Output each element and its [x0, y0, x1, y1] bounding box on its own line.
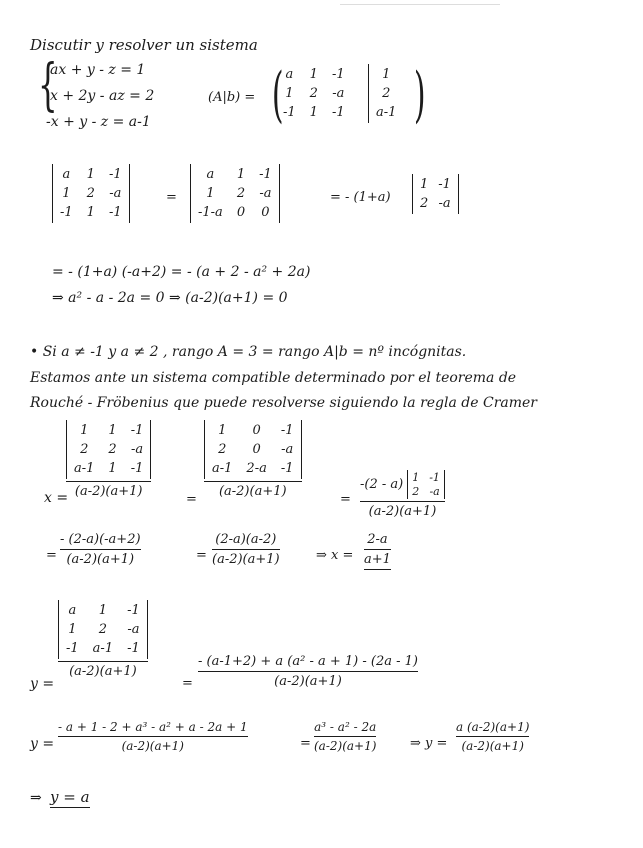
equals-sign: =: [166, 190, 177, 205]
denominator: a+1: [364, 552, 391, 568]
x-determinant-1: [66, 420, 151, 479]
matrix-cell: -1: [331, 105, 345, 120]
det-cell: -1: [66, 641, 79, 656]
fraction-bar: [456, 736, 529, 737]
equals-sign: =: [196, 548, 207, 563]
numerator: 2-a: [367, 532, 388, 547]
denominator: (a-2)(a+1): [368, 504, 437, 520]
equation-1: ax + y - z = 1: [50, 62, 146, 78]
det-cell: 2: [108, 442, 117, 457]
det-cell: -1: [130, 423, 144, 438]
fraction-bar: [204, 481, 302, 482]
x-fraction-3: [360, 470, 445, 519]
denominator: (a-2)(a+1): [274, 674, 342, 690]
det-cell: -1: [108, 167, 122, 182]
det-cell: 0: [236, 205, 246, 220]
y-label: y =: [30, 676, 55, 692]
det-cell: 1: [86, 167, 95, 182]
det-cell: 2: [98, 622, 108, 637]
det-cell: 2: [80, 442, 89, 457]
x-determinant-2: [204, 420, 302, 479]
det-cell: -a: [127, 622, 140, 637]
det-cell: 2: [412, 485, 420, 498]
denominator: (a-2)(a+1): [461, 739, 524, 754]
det-cell: -1: [429, 471, 440, 484]
det-cell: 1: [420, 177, 429, 192]
matrix-cell: 2: [382, 86, 391, 101]
y-fraction-2: [198, 654, 418, 689]
numerator: (2-a)(a-2): [215, 532, 277, 547]
det-cell: 1: [206, 186, 215, 201]
left-paren: (: [271, 60, 284, 130]
y-determinant: [58, 600, 148, 659]
det-cell: 1: [108, 461, 117, 476]
det-cell: a: [206, 167, 215, 182]
determinant-2: [190, 164, 280, 223]
equation-2: x + 2y - az = 2: [50, 88, 155, 104]
y-simplify-fraction-1: [58, 720, 248, 753]
denominator: (a-2)(a+1): [218, 484, 287, 500]
det-cell: 1: [68, 622, 77, 637]
matrix-cell: a: [285, 67, 294, 82]
fraction-bar: [212, 549, 280, 550]
matrix-cell: 1: [382, 67, 391, 82]
x-fraction-2: [204, 420, 302, 499]
matrix-cell: 1: [285, 86, 294, 101]
numerator: - (a-1+2) + a (a² - a + 1) - (2a - 1): [198, 654, 418, 669]
augmented-label: (A|b) =: [208, 90, 256, 105]
det-cell: -a: [429, 485, 440, 498]
factor-text: = - (1+a): [330, 190, 391, 205]
final-result: y = a: [50, 788, 90, 806]
fraction-bar: [60, 549, 141, 550]
det-cell: -a: [109, 186, 122, 201]
equals-sign: =: [46, 548, 57, 563]
x-fraction-1: [66, 420, 151, 499]
y-simplify-fraction-3: [456, 720, 529, 753]
det-cell: -1: [108, 205, 122, 220]
fraction-bar: [58, 661, 148, 662]
det-cell: 0: [252, 442, 261, 457]
det-cell: 2: [218, 442, 227, 457]
numerator-prefix: -(2 - a): [360, 477, 404, 492]
det-cell: -1-a: [198, 205, 223, 220]
implies-x: ⇒ x =: [316, 548, 354, 563]
numerator: [360, 470, 445, 499]
det-cell: -1: [127, 603, 140, 618]
det-cell: a: [62, 167, 71, 182]
det-cell: 2: [236, 186, 246, 201]
y-fraction-1: [58, 600, 148, 679]
det-cell: -1: [259, 167, 272, 182]
det-cell: -a: [438, 196, 451, 211]
det-cell: 2: [86, 186, 95, 201]
matrix-cell: -a: [332, 86, 345, 101]
right-paren: ): [413, 60, 426, 130]
augmented-matrix-rhs: [368, 64, 403, 123]
det-cell: 1: [98, 603, 108, 618]
det-cell: a-1: [92, 641, 114, 656]
expansion-line-2: ⇒ a² - a - 2a = 0 ⇒ (a-2)(a+1) = 0: [52, 290, 288, 306]
discussion-line-3: Rouché - Fröbenius que puede resolverse siguiendo la regla de Cramer: [30, 395, 537, 411]
determinant-3: [412, 174, 459, 214]
det-cell: 0: [252, 423, 261, 438]
equals-sign: =: [340, 492, 351, 507]
discussion-line-2: Estamos ante un sistema compatible determinado por el teorema de: [30, 370, 517, 386]
y-label: y =: [30, 736, 55, 752]
system-brace: {: [38, 53, 58, 118]
matrix-cell: 1: [309, 105, 318, 120]
x-simplify-fraction-2: [212, 532, 280, 567]
matrix-cell: -1: [331, 67, 345, 82]
denominator: (a-2)(a+1): [66, 552, 135, 568]
det-cell: a-1: [212, 461, 233, 476]
numerator: a³ - a² - 2a: [314, 720, 377, 734]
det-cell: 1: [108, 423, 117, 438]
det-cell: -1: [280, 461, 294, 476]
denominator: (a-2)(a+1): [314, 739, 377, 754]
denominator: (a-2)(a+1): [69, 664, 137, 680]
fraction-bar: [198, 671, 418, 672]
determinant-1: [52, 164, 130, 223]
fraction-bar: [314, 736, 376, 737]
matrix-cell: -1: [283, 105, 296, 120]
denominator: (a-2)(a+1): [212, 552, 280, 568]
numerator: - a + 1 - 2 + a³ - a² + a - 2a + 1: [58, 720, 248, 734]
det-cell: 1: [412, 471, 420, 484]
final-implies: ⇒: [30, 790, 42, 806]
det-cell: 1: [80, 423, 89, 438]
det-cell: 1: [236, 167, 246, 182]
det-cell: -a: [281, 442, 294, 457]
denominator: (a-2)(a+1): [74, 484, 143, 500]
denominator: (a-2)(a+1): [121, 739, 184, 754]
det-cell: 1: [218, 423, 227, 438]
x-determinant-3: [407, 470, 445, 499]
det-cell: -a: [130, 442, 144, 457]
numerator: - (2-a)(-a+2): [60, 532, 141, 547]
top-edge-line: [340, 4, 500, 5]
x-result-fraction: [364, 532, 391, 570]
fraction-bar: [364, 549, 391, 550]
det-cell: 1: [62, 186, 71, 201]
fraction-bar: [360, 501, 445, 502]
equals-sign: =: [300, 736, 311, 751]
equals-sign: =: [186, 492, 197, 507]
x-label: x =: [44, 490, 69, 506]
det-cell: 0: [261, 205, 270, 220]
matrix-cell: a-1: [376, 105, 397, 120]
implies-y: ⇒ y =: [410, 736, 448, 751]
expansion-line-1: = - (1+a) (-a+2) = - (a + 2 - a² + 2a): [52, 264, 311, 280]
matrix-cell: 1: [309, 67, 318, 82]
det-cell: a: [68, 603, 77, 618]
fraction-bar: [66, 481, 151, 482]
fraction-bar: [58, 736, 248, 737]
det-cell: 1: [86, 205, 95, 220]
det-cell: -1: [127, 641, 140, 656]
det-cell: -1: [60, 205, 73, 220]
det-cell: -1: [438, 177, 451, 192]
page-title: Discutir y resolver un sistema: [30, 36, 258, 54]
numerator: a (a-2)(a+1): [456, 720, 530, 734]
det-cell: 2-a: [246, 461, 267, 476]
det-cell: 2: [420, 196, 429, 211]
det-cell: -1: [280, 423, 294, 438]
equals-sign: =: [182, 676, 193, 691]
x-simplify-fraction-1: [60, 532, 141, 567]
augmented-matrix-coefficients: [276, 64, 352, 123]
y-simplify-fraction-2: [314, 720, 376, 753]
det-cell: -a: [259, 186, 272, 201]
equation-3: -x + y - z = a-1: [46, 114, 151, 130]
det-cell: a-1: [74, 461, 95, 476]
det-cell: -1: [130, 461, 144, 476]
discussion-line-1: • Si a ≠ -1 y a ≠ 2 , rango A = 3 = rango A|b = nº incógnitas.: [30, 344, 467, 360]
matrix-cell: 2: [309, 86, 318, 101]
